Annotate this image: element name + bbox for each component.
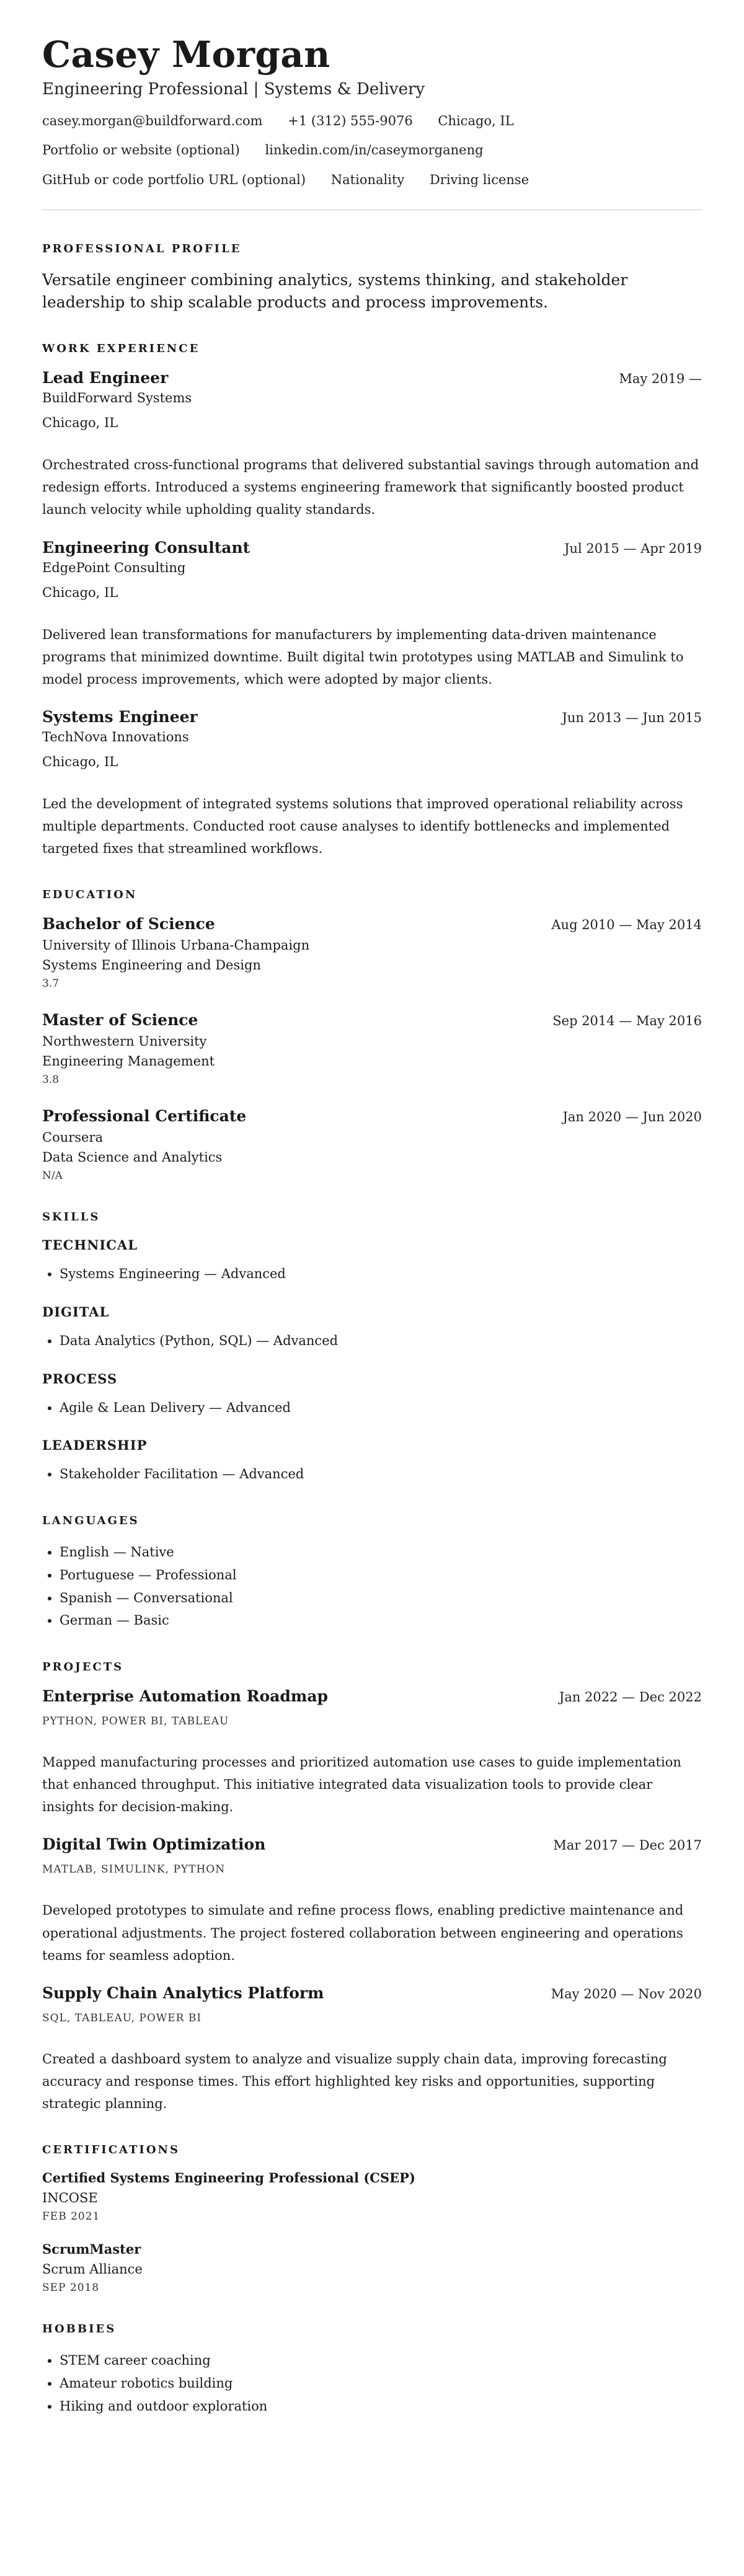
experience-section — [42, 342, 702, 860]
job-dates: Jun 2013 — Jun 2015 — [562, 710, 702, 725]
section-title-education: EDUCATION — [42, 888, 138, 902]
certification-name: ScrumMaster — [42, 2241, 141, 2257]
certification-entry — [42, 2241, 702, 2294]
degree-title: Professional Certificate — [42, 1107, 247, 1126]
job-description: Led the development of integrated systems solutions that improved operational reliability across multiple departments. Conducted root cause analyses to identify bottlenecks and implemented targeted fixes that streamlined workflows. — [42, 796, 683, 857]
language-item: • Portuguese — Professional — [60, 1564, 702, 1587]
project-name: Supply Chain Analytics Platform — [42, 1983, 324, 2002]
contact-email[interactable]: casey.morgan@buildforward.com — [42, 113, 263, 128]
project-dates: May 2020 — Nov 2020 — [551, 1986, 702, 2001]
project-description: Mapped manufacturing processes and prioritized automation use cases to guide implementation that enhanced throughput. This initiative integrated data visualization tools to provide clear insights for decision-making. — [42, 1755, 681, 1815]
project-entry — [42, 1984, 702, 2115]
degree-field: Engineering Management — [42, 1054, 215, 1069]
certification-issuer: Scrum Alliance — [42, 2262, 143, 2277]
hobbies-section — [42, 2322, 702, 2417]
hobby-item: • Amateur robotics building — [60, 2372, 702, 2395]
candidate-headline: Engineering Professional | Systems & Delivery — [42, 79, 425, 99]
skill-group-title: PROCESS — [42, 1370, 118, 1387]
project-entry — [42, 1835, 702, 1966]
language-item: • German — Basic — [60, 1609, 702, 1632]
contact-portfolio: Portfolio or website (optional) — [42, 143, 240, 158]
skill-item: • Stakeholder Facilitation — Advanced — [60, 1463, 702, 1486]
certifications-section — [42, 2143, 702, 2294]
resume-header — [42, 33, 702, 191]
job-location: Chicago, IL — [42, 754, 118, 769]
profile-section — [42, 242, 702, 314]
hobby-item: • STEM career coaching — [60, 2349, 702, 2372]
degree-field: Systems Engineering and Design — [42, 958, 261, 973]
section-title-languages: LANGUAGES — [42, 1514, 140, 1528]
job-location: Chicago, IL — [42, 584, 118, 600]
project-description: Created a dashboard system to analyze and visualize supply chain data, improving forecasting accuracy and response times. This effort highlighted key risks and opportunities, supporting strategic planning. — [42, 2051, 667, 2112]
contact-row-1 — [42, 111, 702, 132]
school-name: University of Illinois Urbana-Champaign — [42, 938, 310, 953]
contact-github: GitHub or code portfolio URL (optional) — [42, 172, 306, 188]
skill-list — [42, 1263, 702, 1286]
certification-entry — [42, 2170, 702, 2223]
education-entry — [42, 1011, 702, 1086]
contact-nationality: Nationality — [330, 172, 405, 188]
languages-section — [42, 1514, 702, 1632]
profile-summary: Versatile engineer combining analytics, systems thinking, and stakeholder leadership to ship scalable products and process improvements. — [42, 270, 628, 311]
education-section — [42, 888, 702, 1182]
degree-gpa: 3.8 — [42, 1074, 60, 1087]
degree-dates: Jan 2020 — Jun 2020 — [562, 1109, 702, 1125]
job-title: Systems Engineer — [42, 707, 198, 726]
experience-entry — [42, 539, 702, 690]
skills-section — [42, 1211, 702, 1486]
project-tags: MATLAB, SIMULINK, PYTHON — [42, 1863, 226, 1876]
hobby-item: • Hiking and outdoor exploration — [60, 2395, 702, 2418]
school-name: Northwestern University — [42, 1034, 207, 1049]
certification-date: FEB 2021 — [42, 2210, 100, 2223]
education-entry — [42, 1107, 702, 1182]
section-title-skills: SKILLS — [42, 1211, 100, 1224]
school-name: Coursera — [42, 1130, 104, 1145]
project-entry — [42, 1687, 702, 1818]
section-title-hobbies: HOBBIES — [42, 2322, 117, 2336]
experience-entry — [42, 369, 702, 521]
hobby-list — [42, 2349, 702, 2417]
certification-name: Certified Systems Engineering Professional (CSEP) — [42, 2170, 415, 2186]
job-title: Engineering Consultant — [42, 538, 250, 557]
contact-linkedin[interactable]: linkedin.com/in/caseymorganeng — [265, 143, 484, 158]
section-title-projects: PROJECTS — [42, 1661, 124, 1674]
contact-phone[interactable]: +1 (312) 555-9076 — [288, 113, 413, 128]
job-dates: Jul 2015 — Apr 2019 — [564, 540, 702, 556]
degree-title: Master of Science — [42, 1011, 198, 1030]
skill-group-title: LEADERSHIP — [42, 1437, 148, 1453]
job-description: Orchestrated cross-functional programs that delivered substantial savings through automation and redesign efforts. Introduced a systems engineering framework that significantly boosted product launch velocity while upholding quality standards. — [42, 457, 699, 518]
language-item: • English — Native — [60, 1541, 702, 1564]
degree-field: Data Science and Analytics — [42, 1150, 223, 1165]
skill-group-title: DIGITAL — [42, 1303, 110, 1320]
skill-group-title: TECHNICAL — [42, 1237, 138, 1253]
certification-issuer: INCOSE — [42, 2190, 98, 2206]
skill-list — [42, 1396, 702, 1419]
job-description: Delivered lean transformations for manufacturers by implementing data-driven maintenance programs that minimized downtime. Built digital twin prototypes using MATLAB and Simulink to model process improvements, which were adopted by major clients. — [42, 627, 684, 687]
project-description: Developed prototypes to simulate and refine process flows, enabling predictive maintenance and operational adjustments. The project fostered collaboration between engineering and operations teams for seamless adoption. — [42, 1903, 684, 1963]
job-company: TechNova Innovations — [42, 729, 189, 744]
project-name: Enterprise Automation Roadmap — [42, 1687, 328, 1706]
degree-dates: Sep 2014 — May 2016 — [552, 1013, 702, 1029]
degree-title: Bachelor of Science — [42, 915, 215, 933]
project-tags: SQL, TABLEAU, POWER BI — [42, 2011, 202, 2024]
skill-item: • Data Analytics (Python, SQL) — Advanced — [60, 1330, 702, 1352]
language-list — [42, 1541, 702, 1632]
job-location: Chicago, IL — [42, 415, 118, 431]
contact-location: Chicago, IL — [438, 113, 514, 128]
degree-gpa: N/A — [42, 1170, 63, 1183]
degree-dates: Aug 2010 — May 2014 — [551, 917, 702, 933]
language-item: • Spanish — Conversational — [60, 1587, 702, 1610]
education-entry — [42, 915, 702, 990]
degree-gpa: 3.7 — [42, 977, 60, 990]
candidate-name: Casey Morgan — [42, 33, 330, 76]
section-title-certifications: CERTIFICATIONS — [42, 2143, 180, 2157]
skill-list — [42, 1463, 702, 1486]
contact-row-3 — [42, 170, 702, 191]
skill-item: • Systems Engineering — Advanced — [60, 1263, 702, 1286]
project-dates: Mar 2017 — Dec 2017 — [553, 1838, 702, 1853]
contact-row-2 — [42, 140, 702, 161]
certification-date: SEP 2018 — [42, 2282, 100, 2295]
project-name: Digital Twin Optimization — [42, 1835, 266, 1854]
skill-list — [42, 1330, 702, 1352]
job-company: EdgePoint Consulting — [42, 560, 186, 575]
skill-item: • Agile & Lean Delivery — Advanced — [60, 1396, 702, 1419]
contact-driving-license: Driving license — [429, 172, 529, 188]
experience-entry — [42, 708, 702, 860]
job-dates: May 2019 — — [619, 371, 702, 387]
section-title-experience: WORK EXPERIENCE — [42, 342, 200, 356]
project-dates: Jan 2022 — Dec 2022 — [559, 1690, 702, 1705]
job-company: BuildForward Systems — [42, 390, 192, 406]
projects-section — [42, 1661, 702, 2115]
job-title: Lead Engineer — [42, 369, 169, 387]
project-tags: PYTHON, POWER BI, TABLEAU — [42, 1715, 229, 1728]
section-title-profile: PROFESSIONAL PROFILE — [42, 242, 242, 255]
